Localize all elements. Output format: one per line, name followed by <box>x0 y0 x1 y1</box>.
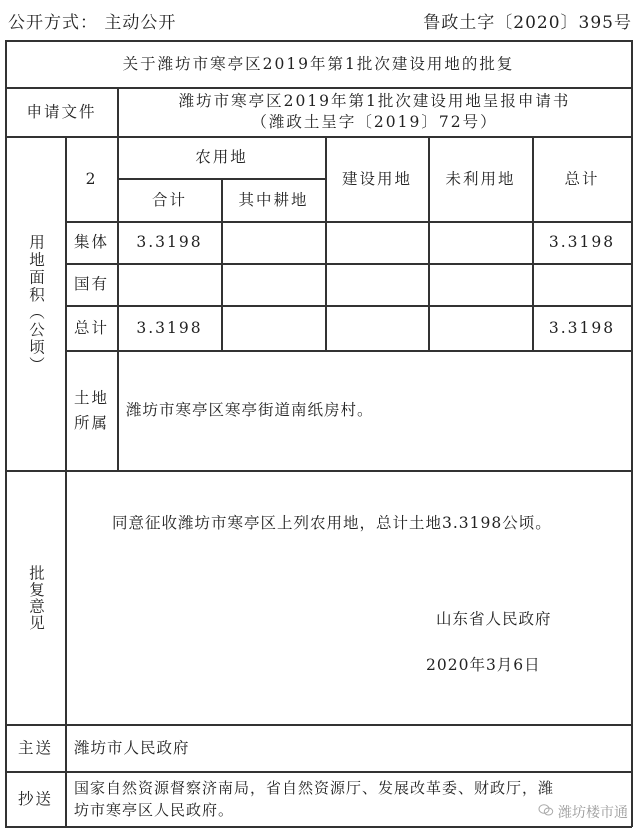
cc-line-2: 坊市寒亭区人民政府。 <box>74 801 235 819</box>
disclosure-mode: 公开方式： 主动公开 <box>8 13 177 33</box>
total-cultivated <box>222 306 325 350</box>
application-file <box>118 88 631 136</box>
row-label-state: 国有 <box>73 275 109 294</box>
state-construction <box>326 264 428 305</box>
header-cultivated: 其中耕地 <box>238 190 309 209</box>
land-area-label: 用地面积（公顷） <box>26 233 45 374</box>
approval-issuer: 山东省人民政府 <box>436 609 552 628</box>
document-title: 关于潍坊市寒亭区2019年第1批次建设用地的批复 <box>122 54 515 73</box>
header-construction: 建设用地 <box>341 169 412 188</box>
header-farmland: 农用地 <box>195 148 248 167</box>
watermark <box>538 802 628 822</box>
header-subtotal: 合计 <box>151 190 187 209</box>
row-label-total: 总计 <box>73 318 109 337</box>
collective-construction <box>326 222 428 263</box>
wechat-icon <box>538 803 554 821</box>
ownership-value: 潍坊市寒亭区寒亭街道南纸房村。 <box>126 401 374 420</box>
application-line-1: 潍坊市寒亭区2019年第1批次建设用地呈报申请书 <box>178 92 571 111</box>
total-construction <box>326 306 428 350</box>
watermark-text: 潍坊楼市通 <box>558 805 628 821</box>
row-label-collective: 集体 <box>73 233 109 252</box>
cc-label: 抄送 <box>17 789 53 808</box>
application-line-2: （潍政土呈字〔2019〕72号） <box>251 113 498 131</box>
cc-line-1: 国家自然资源督察济南局，省自然资源厅、发展改革委、财政厅，潍 <box>74 778 555 797</box>
header-total: 总计 <box>564 169 600 188</box>
application-label: 申请文件 <box>26 102 97 121</box>
document-number: 鲁政土字〔2020〕395号 <box>423 13 632 33</box>
header-unused: 未利用地 <box>445 169 516 188</box>
approval-text: 同意征收潍坊市寒亭区上列农用地，总计土地3.3198公顷。 <box>112 513 552 532</box>
corner-cell: 2 <box>85 169 98 188</box>
state-subtotal <box>118 264 221 305</box>
main-recipient-label: 主送 <box>17 738 53 757</box>
state-cultivated <box>222 264 325 305</box>
ownership-label: 土地所属 <box>73 389 109 432</box>
state-unused <box>429 264 532 305</box>
main-recipient-value: 潍坊市人民政府 <box>74 738 190 757</box>
total-unused <box>429 306 532 350</box>
collective-cultivated <box>222 222 325 263</box>
approval-date: 2020年3月6日 <box>426 655 541 674</box>
collective-total: 3.3198 <box>548 233 616 252</box>
total-total: 3.3198 <box>548 318 616 337</box>
total-subtotal: 3.3198 <box>136 318 203 337</box>
collective-subtotal: 3.3198 <box>136 233 203 252</box>
collective-unused <box>429 222 532 263</box>
state-total <box>533 264 631 305</box>
approval-label: 批复意见 <box>26 564 45 631</box>
